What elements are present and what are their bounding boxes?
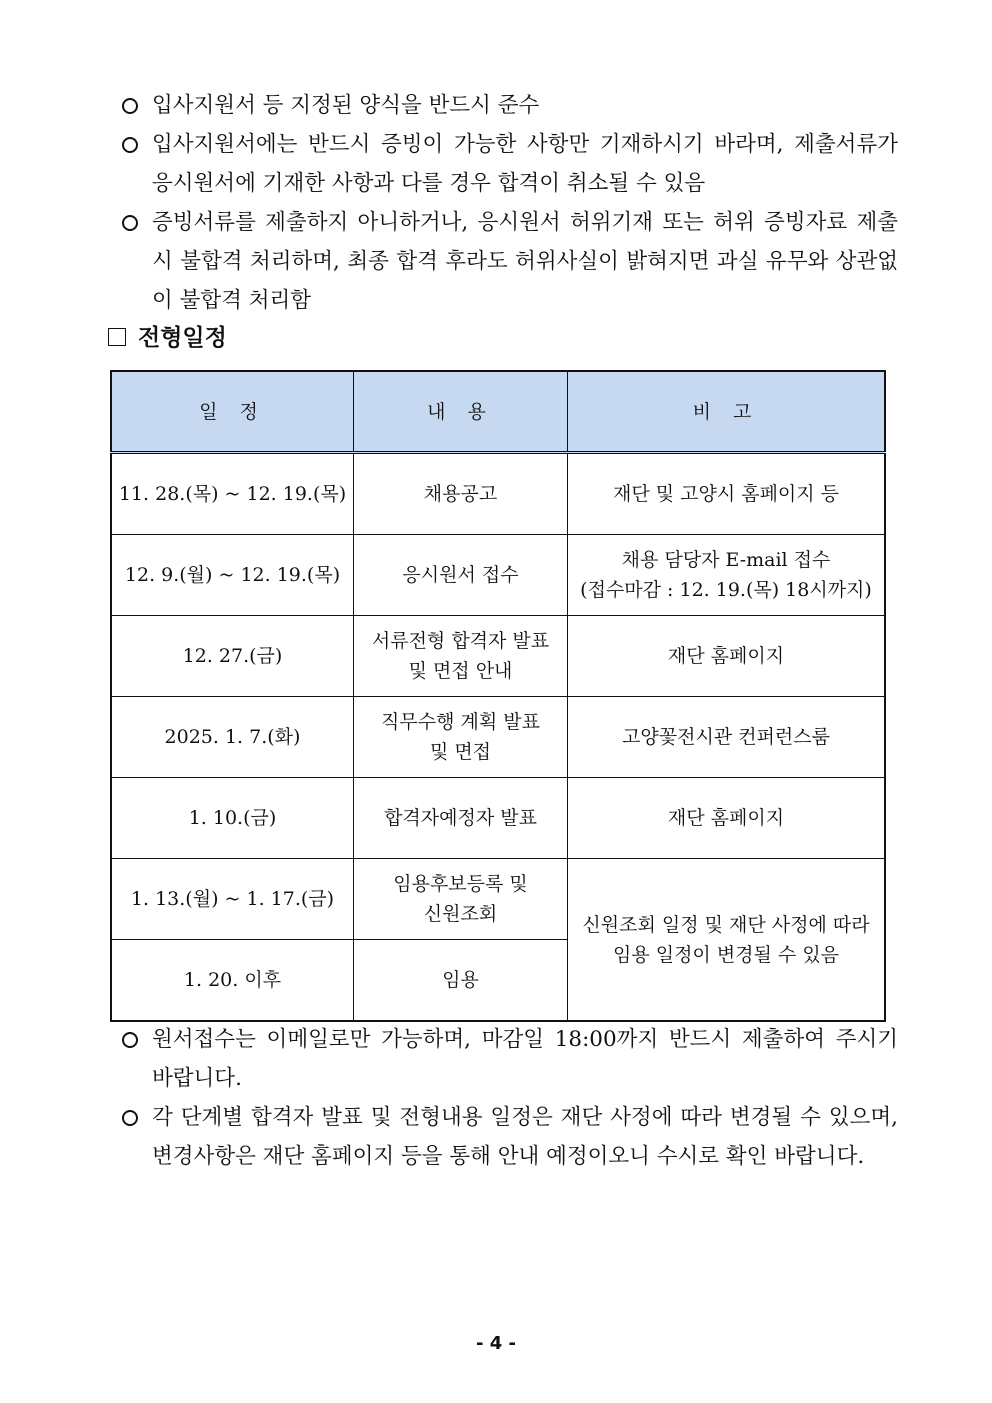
cell-content [354,616,568,697]
cell-content-line: 임용후보등록 및 [393,873,528,895]
bullet-text: 입사지원서 등 지정된 양식을 반드시 준수 [152,93,540,118]
header-date: 일 정 [111,371,354,453]
table-row [111,778,885,859]
cell-content [354,697,568,778]
bullet-text: 원서접수는 이메일로만 가능하며, 마감일 18:00까지 반드시 제출하여 주시기 바랍니다. [152,1027,898,1091]
cell-note [568,535,886,616]
cell-content-line: 및 면접 [429,741,492,763]
header-note: 비 고 [568,371,886,453]
circle-bullet-icon [122,98,138,114]
cell-date: 1. 10.(금) [111,778,354,859]
cell-note-line: 임용 일정이 변경될 수 있음 [612,943,840,966]
bullet-item [118,125,898,203]
cell-note-line: 신원조회 일정 및 재단 사정에 따라 [582,913,870,936]
circle-bullet-icon [122,137,138,153]
table-row [111,697,885,778]
cell-content: 합격자예정자 발표 [354,778,568,859]
bullet-text: 각 단계별 합격자 발표 및 전형내용 일정은 재단 사정에 따라 변경될 수 있으며, 변경사항은 재단 홈페이지 등을 통해 안내 예정이오니 수시로 확인 바랍니다. [152,1105,898,1169]
cell-content: 응시원서 접수 [354,535,568,616]
cell-note-line: (접수마감 : 12. 19.(목) 18시까지) [580,579,872,601]
bullet-item [118,86,898,125]
bullet-item [118,1098,898,1176]
table-header-row [111,371,885,453]
cell-note: 재단 및 고양시 홈페이지 등 [568,453,886,535]
cell-date: 12. 27.(금) [111,616,354,697]
cell-content-line: 직무수행 계획 발표 [381,711,540,733]
bullet-text: 증빙서류를 제출하지 아니하거나, 응시원서 허위기재 또는 허위 증빙자료 제출 시 불합격 처리하며, 최종 합격 후라도 허위사실이 밝혀지면 과실 유무와 상관없이 불합격 처리함 [152,210,898,313]
cell-note-merged [568,859,886,1022]
top-bullet-list [118,86,898,320]
table-row [111,535,885,616]
table-row [111,859,885,940]
bullet-text: 입사지원서에는 반드시 증빙이 가능한 사항만 기재하시기 바라며, 제출서류가 응시원서에 기재한 사항과 다를 경우 합격이 취소될 수 있음 [152,132,898,196]
cell-content-line: 서류전형 합격자 발표 [371,630,550,652]
cell-content [354,859,568,940]
cell-content: 임용 [354,940,568,1022]
circle-bullet-icon [122,215,138,231]
cell-date: 1. 13.(월) ~ 1. 17.(금) [111,859,354,940]
cell-note-line: 채용 담당자 E-mail 접수 [621,549,831,571]
table-row [111,616,885,697]
bullet-item [118,1020,898,1098]
cell-note: 고양꽃전시관 컨퍼런스룸 [568,697,886,778]
circle-bullet-icon [122,1032,138,1048]
cell-date: 1. 20. 이후 [111,940,354,1022]
page-number: - 4 - [476,1333,516,1354]
square-bullet-icon [108,328,126,346]
bottom-bullet-list [118,1020,898,1176]
cell-date: 11. 28.(목) ~ 12. 19.(목) [111,453,354,535]
circle-bullet-icon [122,1110,138,1126]
header-content: 내 용 [354,371,568,453]
schedule-table [110,370,886,1022]
section-title-text: 전형일정 [138,325,227,351]
cell-content-line: 신원조회 [423,903,498,925]
cell-date: 12. 9.(월) ~ 12. 19.(목) [111,535,354,616]
cell-date: 2025. 1. 7.(화) [111,697,354,778]
cell-note: 재단 홈페이지 [568,616,886,697]
cell-note: 재단 홈페이지 [568,778,886,859]
bullet-item [118,203,898,320]
cell-content-line: 및 면접 안내 [408,660,513,682]
cell-content: 채용공고 [354,453,568,535]
section-heading [108,320,227,356]
table-row [111,453,885,535]
